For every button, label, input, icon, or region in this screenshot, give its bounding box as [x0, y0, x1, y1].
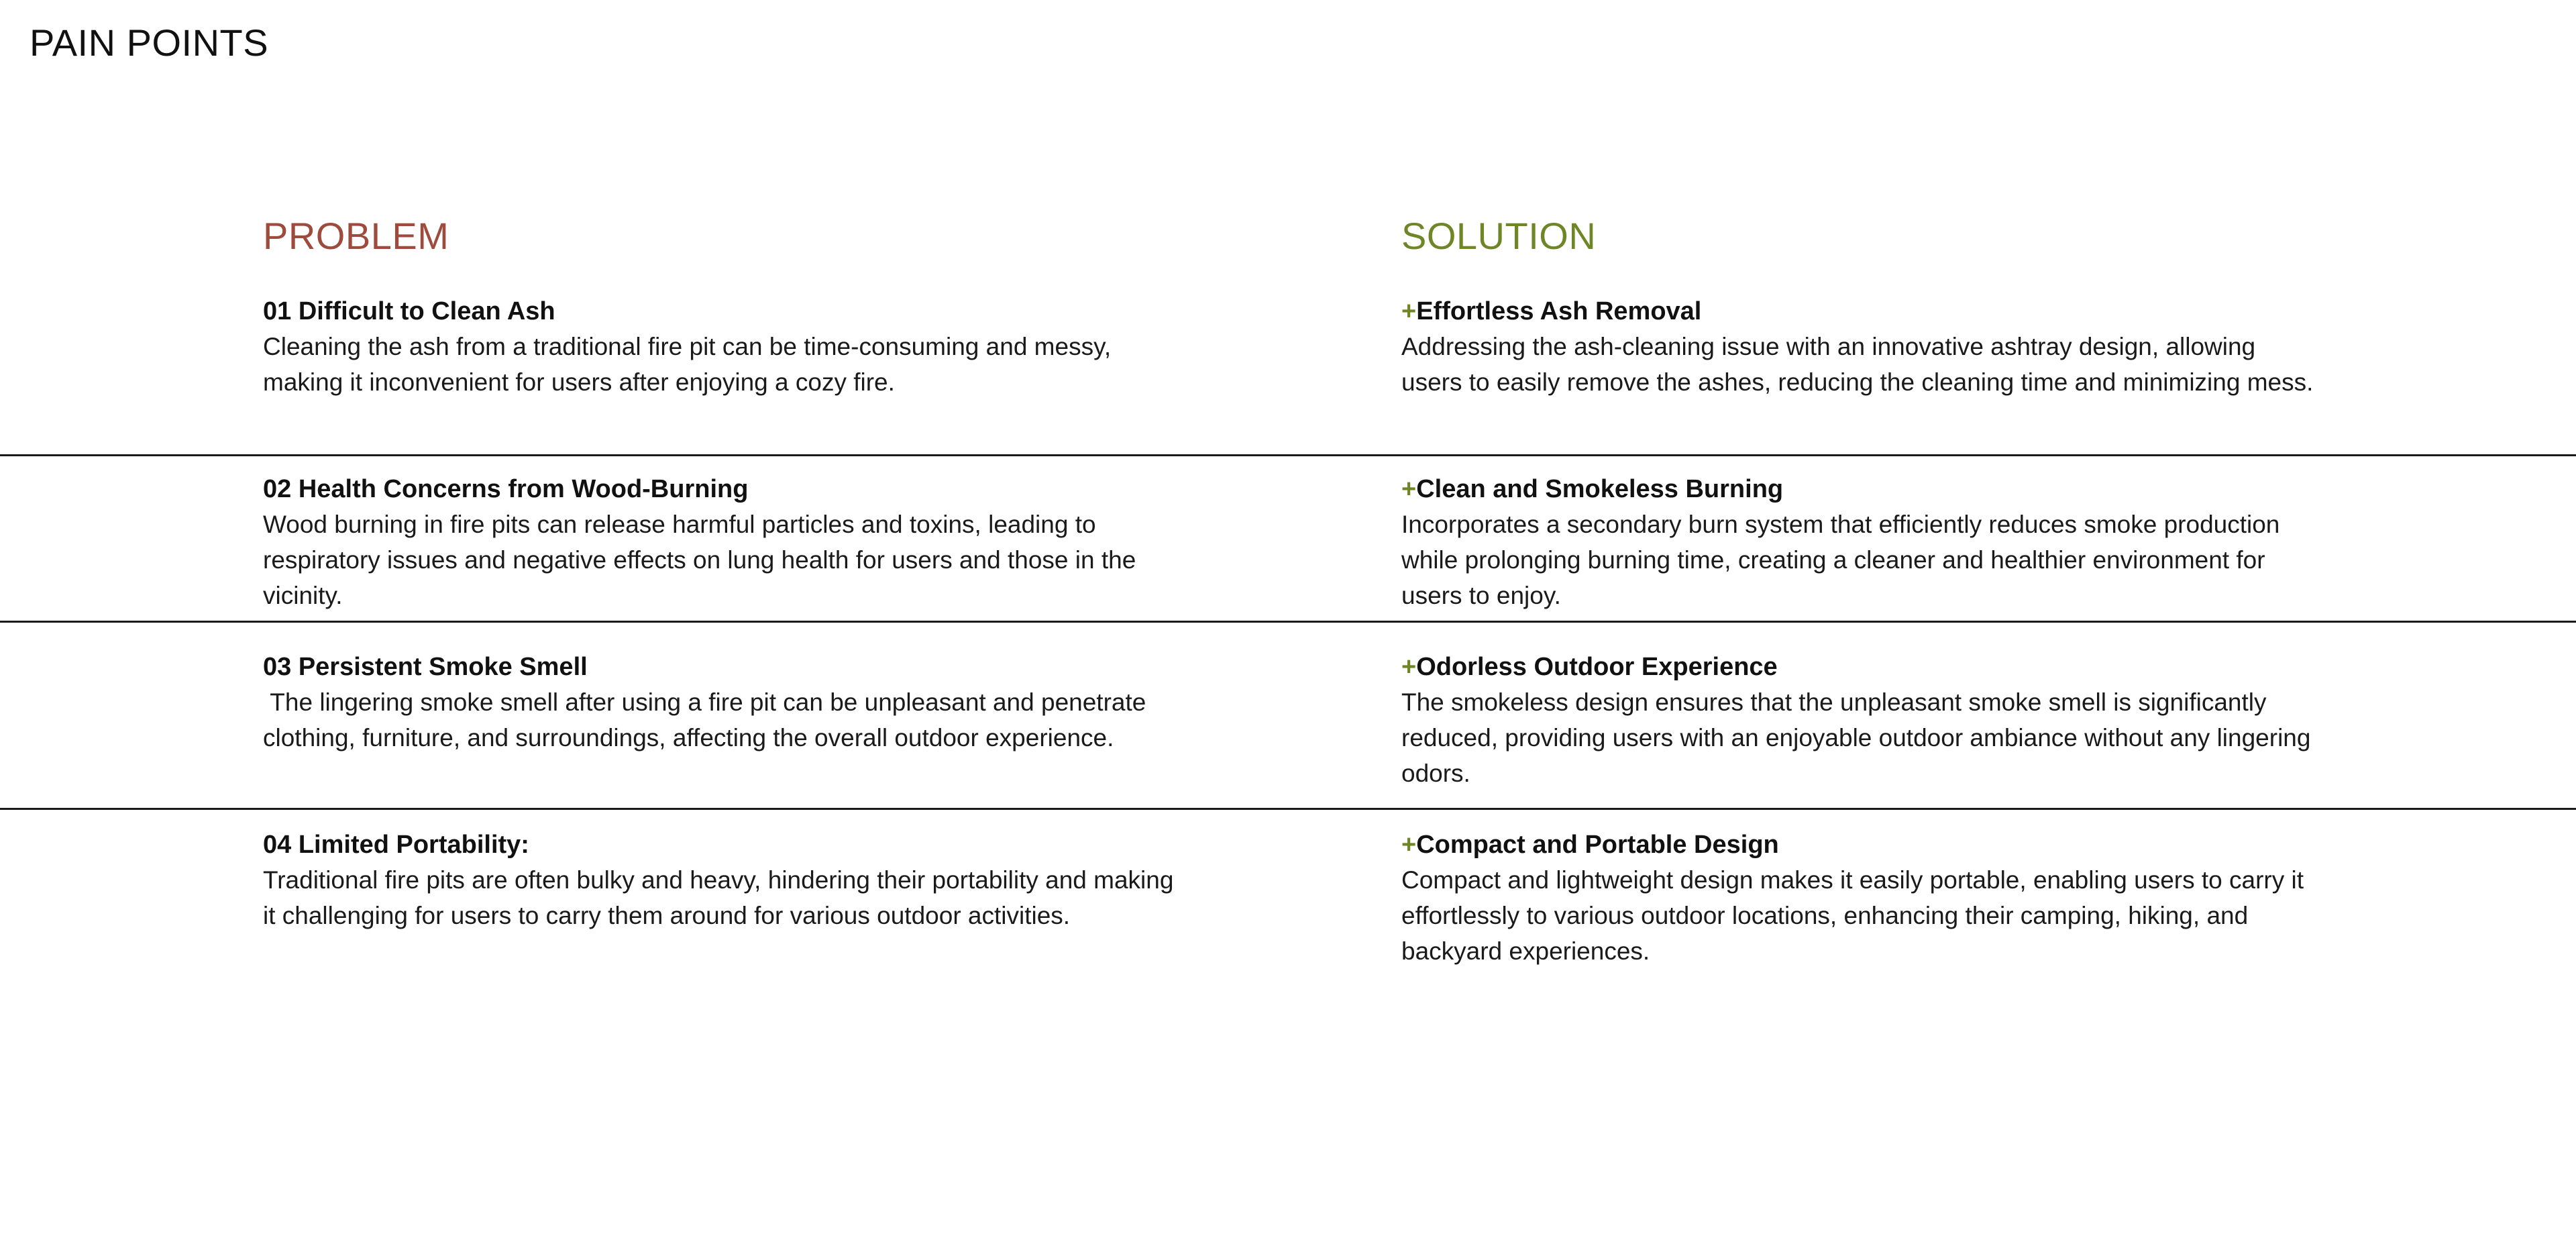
problem-item-04 [263, 827, 1181, 933]
solution-item-04 [1401, 827, 2314, 969]
problem-title: 02 Health Concerns from Wood-Burning [263, 475, 749, 503]
problem-title: 04 Limited Portability: [263, 831, 529, 859]
problem-description: The lingering smoke smell after using a fire pit can be unpleasant and penetrate clothing, furniture, and surroundings, affecting the overall outdoor experience. [263, 688, 1153, 751]
row-divider [0, 621, 2576, 623]
problem-item-03 [263, 650, 1175, 756]
solution-title: Odorless Outdoor Experience [1416, 653, 1778, 681]
solution-title-line [1401, 650, 2314, 684]
plus-icon: + [1401, 475, 1417, 503]
solution-title: Compact and Portable Design [1416, 831, 1779, 859]
solution-item-02 [1401, 472, 2314, 613]
plus-icon: + [1401, 831, 1417, 859]
solution-title-line [1401, 294, 2314, 329]
solution-title-line [1401, 827, 2314, 862]
page-title: PAIN POINTS [30, 21, 269, 64]
row-divider [0, 808, 2576, 810]
solution-title: Clean and Smokeless Burning [1416, 475, 1784, 503]
solution-item-03 [1401, 650, 2318, 791]
solution-title-line [1401, 472, 2314, 507]
problem-description: Wood burning in fire pits can release harmful particles and toxins, leading to respiratory issues and negative effects on lung health for users and those in the vicinity. [263, 511, 1143, 609]
problem-title: 01 Difficult to Clean Ash [263, 297, 555, 325]
problem-column-heading: PROBLEM [263, 215, 449, 257]
solution-description: Compact and lightweight design makes it easily portable, enabling users to carry it effortlessly to various outdoor locations, enhancing their camping, hiking, and backyard experiences. [1401, 866, 2311, 965]
problem-description: Cleaning the ash from a traditional fire pit can be time-consuming and messy, making it inconvenient for users after enjoying a cozy fire. [263, 333, 1118, 396]
plus-icon: + [1401, 297, 1417, 325]
solution-description: Addressing the ash-cleaning issue with an innovative ashtray design, allowing users to easily remove the ashes, reducing the cleaning time and minimizing mess. [1401, 333, 2314, 396]
plus-icon: + [1401, 653, 1417, 681]
problem-description: Traditional fire pits are often bulky and heavy, hindering their portability and making it challenging for users to carry them around for various outdoor activities. [263, 866, 1181, 929]
solution-column-heading: SOLUTION [1401, 215, 1597, 257]
problem-title: 03 Persistent Smoke Smell [263, 653, 588, 681]
solution-title: Effortless Ash Removal [1416, 297, 1702, 325]
problem-item-02 [263, 472, 1175, 613]
solution-description: The smokeless design ensures that the unpleasant smoke smell is significantly reduced, providing users with an enjoyable outdoor ambiance without any lingering odors. [1401, 688, 2318, 787]
solution-item-01 [1401, 294, 2314, 400]
row-divider [0, 454, 2576, 456]
solution-description: Incorporates a secondary burn system that efficiently reduces smoke production while prolonging burning time, creating a cleaner and healthier environment for users to enjoy. [1401, 511, 2287, 609]
problem-item-01 [263, 294, 1175, 400]
